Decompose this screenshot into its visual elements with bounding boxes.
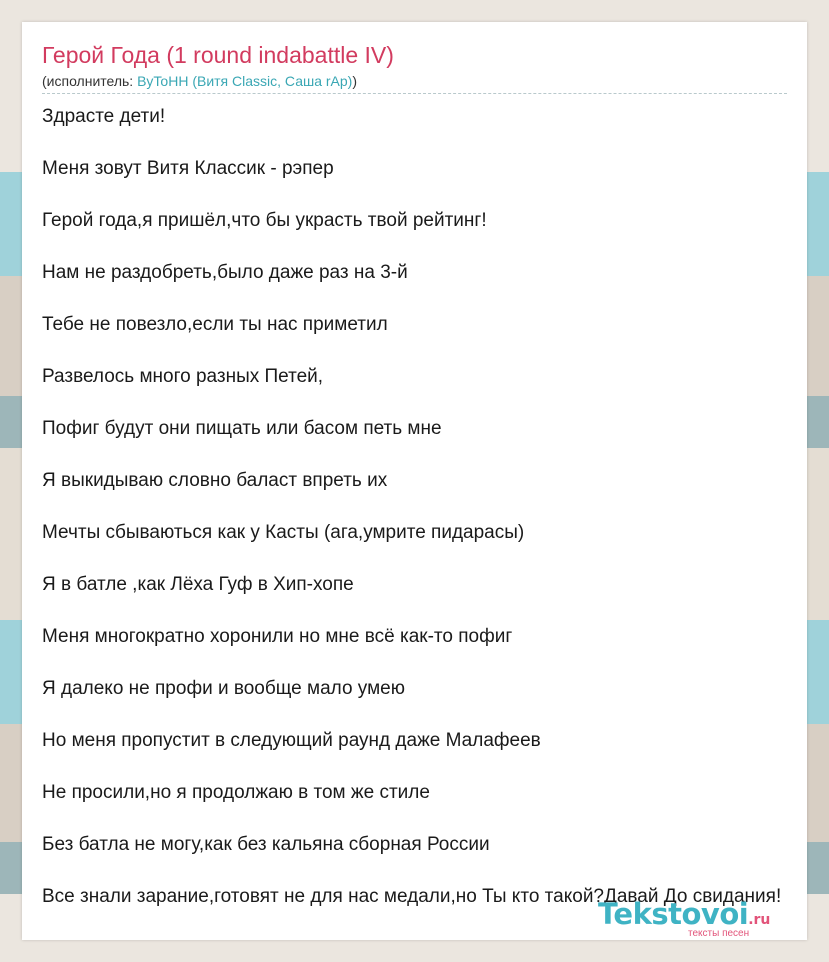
lyric-line: Я в батле ,как Лёха Гуф в Хип-хопе (42, 574, 354, 595)
lyric-line: Не просили,но я продолжаю в том же стиле (42, 782, 430, 803)
lyric-line: Я далеко не профи и вообще мало умею (42, 678, 405, 699)
dashed-divider (42, 93, 787, 94)
lyric-line: Нам не раздобреть,было даже раз на 3-й (42, 262, 408, 283)
artist-prefix: (исполнитель: (42, 73, 138, 89)
lyric-line: Развелось много разных Петей, (42, 366, 324, 387)
lyric-line: Меня зовут Витя Классик - рэпер (42, 158, 334, 179)
artist-link[interactable]: ByToHH (Витя Classic, Саша rAp) (137, 73, 353, 89)
lyric-line: Пофиг будут они пищать или басом петь мне (42, 418, 442, 439)
lyrics-card (22, 22, 807, 940)
lyric-line: Меня многократно хоронили но мне всё как-то пофиг (42, 626, 513, 647)
lyric-line: Все знали зарание,готовят не для нас медали,но Ты кто такой?Давай До свидания! (42, 886, 782, 907)
song-title: Герой Года (1 round indabattle IV) (42, 42, 394, 68)
logo-tagline: тексты песен (688, 928, 750, 939)
lyric-line: Без батла не могу,как без кальяна сборная России (42, 834, 490, 855)
lyric-line: Но меня пропустит в следующий раунд даже Малафеев (42, 730, 541, 751)
logo-name: Tekstovoi (598, 897, 749, 931)
artist-suffix: ) (352, 73, 358, 89)
lyric-line: Тебе не повезло,если ты нас приметил (42, 314, 388, 335)
artist-line (42, 73, 357, 89)
lyric-line: Я выкидываю словно баласт впреть их (42, 470, 388, 491)
lyric-line: Мечты сбываються как у Касты (ага,умрите пидарасы) (42, 522, 525, 543)
lyrics-list (42, 106, 781, 938)
lyric-line: Герой года,я пришёл,что бы украсть твой рейтинг! (42, 210, 487, 231)
lyric-line: Здрасте дети! (42, 106, 166, 127)
tekstovoi-logo[interactable] (598, 898, 808, 942)
logo-domain: .ru (748, 912, 771, 928)
